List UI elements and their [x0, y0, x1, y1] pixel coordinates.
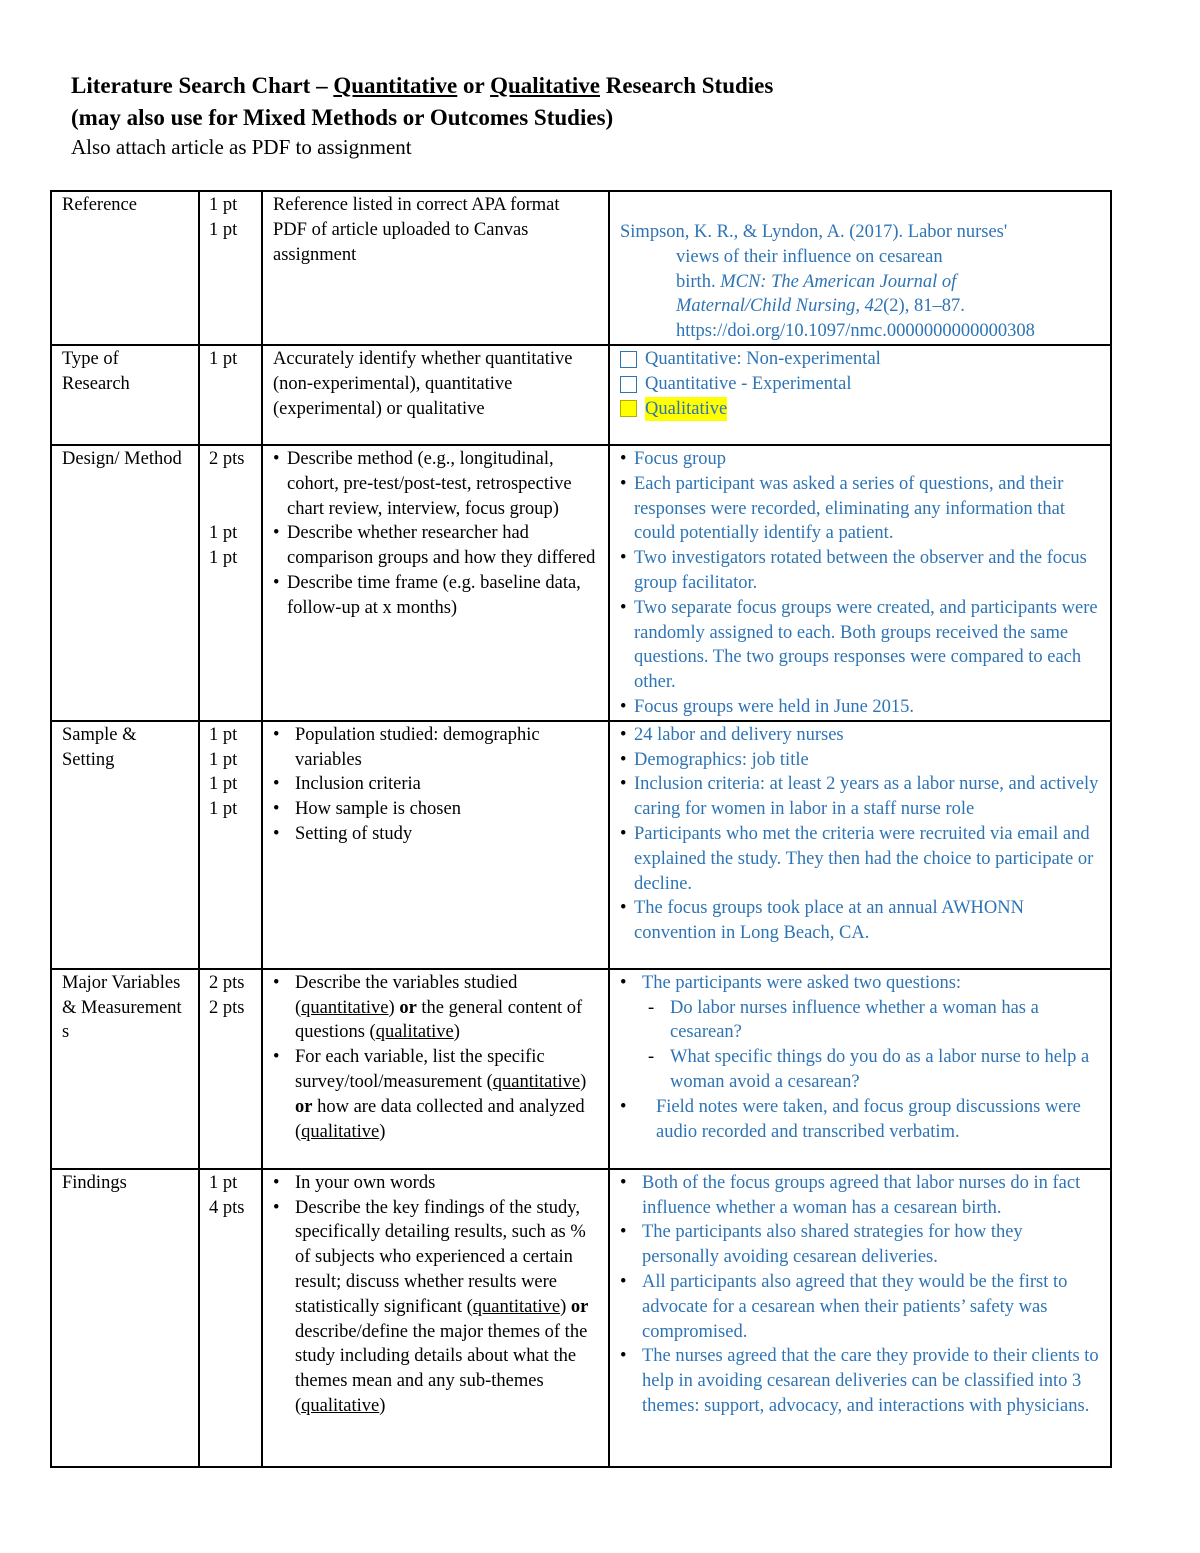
answer-subitem: - Do labor nurses influence whether a woman has a cesarean? [634, 996, 1102, 1046]
citation-journal: birth. MCN: The American Journal of [676, 271, 957, 292]
points-cell [199, 191, 262, 345]
criteria-cell [262, 969, 609, 1169]
page-title: Literature Search Chart – Quantitative or Qualitative Research Studies [71, 73, 774, 98]
answer-cell [609, 191, 1111, 345]
points-value: 1 pt [209, 749, 238, 770]
points-value: 1 pt [209, 1172, 238, 1193]
row-label: Type of Research [51, 345, 199, 445]
criteria-cell [262, 191, 609, 345]
criteria-item: • Describe method (e.g., longitudinal, cohort, pre-test/post-test, retrospective chart review, interview, focus group) [273, 447, 600, 521]
table-row-variables [51, 969, 1111, 1169]
option-quant-experimental[interactable] [620, 372, 1102, 397]
criteria-cell: Accurately identify whether quantitative (non-experimental), quantitative (experimental) or qualitative [262, 345, 609, 445]
answer-item: • Inclusion criteria: at least 2 years as a labor nurse, and actively caring for women in labor in a staff nurse role [620, 772, 1102, 822]
answer-item: • Field notes were taken, and focus group discussions were audio recorded and transcribed verbatim. [620, 1095, 1102, 1145]
answer-item: • 24 labor and delivery nurses [620, 723, 1102, 748]
title-quantitative: Quantitative [333, 73, 458, 98]
answer-item: • The participants also shared strategies for how they personally avoiding cesarean deliveries. [620, 1220, 1102, 1270]
points-cell [199, 345, 262, 445]
answer-item: • Demographics: job title [620, 748, 1102, 773]
citation-authors: Simpson, K. R., & Lyndon, A. (2017). Labor nurses' [620, 222, 1008, 242]
option-label: Quantitative: Non-experimental [645, 348, 881, 369]
citation-doi-link[interactable]: https://doi.org/10.1097/nmc.0000000000000308 [676, 321, 1035, 342]
criteria-item: • Describe the variables studied (quantitative) or the general content of questions (qualitative) [273, 971, 600, 1045]
citation-journal-cont: Maternal/Child Nursing, 42(2), 81–87. [676, 296, 965, 317]
points-value: 1 pt [209, 724, 238, 745]
answer-item: • Two separate focus groups were created, and participants were randomly assigned to each. Both groups received the same questions. The two groups responses were compared to each other. [620, 596, 1102, 695]
option-label: Quantitative - Experimental [645, 373, 852, 394]
points-cell [199, 1169, 262, 1467]
answer-item: • The nurses agreed that the care they provide to their clients to help in avoiding cesarean deliveries can be classified into 3 themes: support, advocacy, and interactions with physicians. [620, 1344, 1102, 1418]
checkbox-icon[interactable] [620, 400, 637, 417]
row-label: Design/ Method [51, 445, 199, 721]
answer-item: • Focus groups were held in June 2015. [620, 695, 1102, 720]
answer-cell [609, 445, 1111, 721]
page-subtitle: (may also use for Mixed Methods or Outcomes Studies) [71, 105, 614, 130]
criteria-cell [262, 445, 609, 721]
page-header [71, 70, 1121, 160]
criteria-item: • In your own words [273, 1171, 600, 1196]
points-value: 1 pt [209, 219, 238, 240]
points-value: 1 pt [209, 195, 238, 215]
criteria-cell [262, 1169, 609, 1467]
option-qualitative-selected[interactable] [620, 397, 1102, 422]
option-quant-nonexperimental[interactable] [620, 347, 1102, 372]
row-label: Findings [51, 1169, 199, 1467]
points-value: 4 pts [209, 1197, 245, 1218]
option-label: Qualitative [645, 397, 727, 422]
table-row-sample [51, 721, 1111, 969]
criteria-item: • How sample is chosen [273, 797, 600, 822]
answer-cell [609, 969, 1111, 1169]
points-cell [199, 721, 262, 969]
answer-item: • The focus groups took place at an annual AWHONN convention in Long Beach, CA. [620, 896, 1102, 946]
answer-cell [609, 345, 1111, 445]
points-value: 1 pt [209, 548, 238, 569]
criteria-item: • Setting of study [273, 822, 600, 847]
points-value: 1 pt [209, 348, 238, 369]
answer-item: • Both of the focus groups agreed that labor nurses do in fact influence whether a woman has a cesarean birth. [620, 1171, 1102, 1221]
answer-cell [609, 1169, 1111, 1467]
apa-citation [620, 193, 1102, 344]
answer-item: • Each participant was asked a series of questions, and their responses were recorded, eliminating any information that could potentially identify a patient. [620, 472, 1102, 546]
answer-item: • The participants were asked two questions: [620, 971, 1102, 996]
attach-note: Also attach article as PDF to assignment [71, 135, 412, 159]
points-value: 2 pts [209, 997, 245, 1018]
table-row-type [51, 345, 1111, 445]
criteria-cell [262, 721, 609, 969]
criteria-item: • Describe time frame (e.g. baseline data, follow-up at x months) [273, 571, 600, 621]
table-row-design [51, 445, 1111, 721]
checkbox-icon[interactable] [620, 376, 637, 393]
answer-item: • Focus group [620, 447, 1102, 472]
criteria-text: PDF of article uploaded to Canvas assignment [273, 219, 529, 265]
points-value: 1 pt [209, 774, 238, 795]
checkbox-icon[interactable] [620, 351, 637, 368]
points-value: 2 pts [209, 448, 245, 469]
points-cell [199, 969, 262, 1169]
row-label: Sample & Setting [51, 721, 199, 969]
criteria-item: • Describe whether researcher had comparison groups and how they differed [273, 521, 600, 571]
citation-title: views of their influence on cesarean [676, 246, 943, 267]
criteria-text: Reference listed in correct APA format [273, 195, 560, 215]
points-value: 2 pts [209, 972, 245, 993]
criteria-item: • Inclusion criteria [273, 772, 600, 797]
row-label: Reference [51, 191, 199, 345]
answer-subitem: - What specific things do you do as a labor nurse to help a woman avoid a cesarean? [634, 1045, 1102, 1095]
answer-item: • Two investigators rotated between the observer and the focus group facilitator. [620, 546, 1102, 596]
literature-search-table [50, 190, 1112, 1468]
points-value: 1 pt [209, 799, 238, 820]
answer-cell [609, 721, 1111, 969]
table-row-findings [51, 1169, 1111, 1467]
criteria-item: • Population studied: demographic variables [273, 723, 600, 773]
answer-item: • All participants also agreed that they would be the first to advocate for a cesarean when their patients’ safety was compromised. [620, 1270, 1102, 1344]
points-value: 1 pt [209, 523, 238, 544]
table-row-reference [51, 191, 1111, 345]
criteria-item: • For each variable, list the specific survey/tool/measurement (quantitative) or how are data collected and analyzed (qualitative) [273, 1045, 600, 1144]
criteria-item: • Describe the key findings of the study, specifically detailing results, such as % of subjects who experienced a certain result; discuss whether results were statistically significant (quantitative) or describe/define the major themes of the study including details about what the themes mean and any sub-themes (qualitative) [273, 1196, 600, 1419]
row-label: Major Variables & Measurement s [51, 969, 199, 1169]
title-qualitative: Qualitative [490, 73, 600, 98]
points-cell [199, 445, 262, 721]
answer-item: • Participants who met the criteria were recruited via email and explained the study. They then had the choice to participate or decline. [620, 822, 1102, 896]
